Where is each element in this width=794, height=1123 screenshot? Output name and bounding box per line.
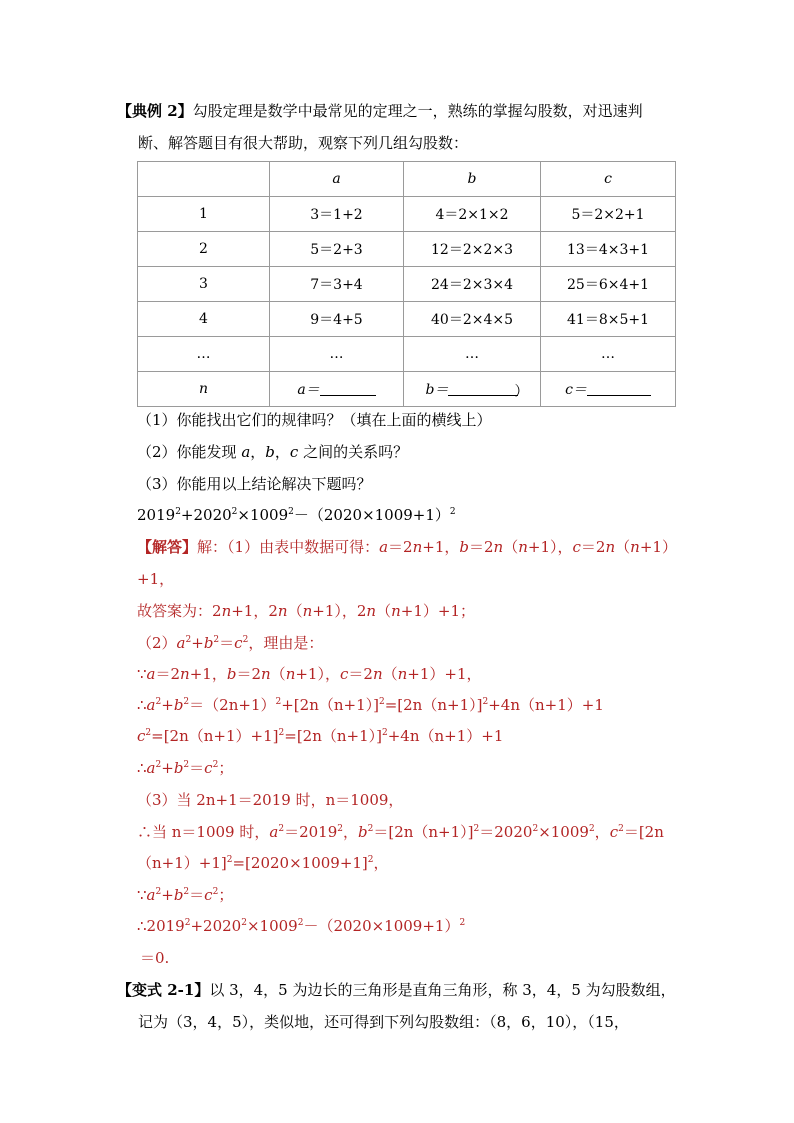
table-cell: 9＝4+5 [270, 302, 404, 337]
answer-jie: 解： [197, 538, 228, 556]
exponent: 2 [183, 697, 190, 707]
therefore-symbol: ∴ [137, 917, 147, 935]
answer-line-11: $(n+1)+1]^2=[2020\times 1009+1]^2$， [137, 854, 389, 872]
answer-line-7 [137, 726, 503, 746]
table-row [138, 232, 676, 267]
var-n: n [180, 665, 190, 683]
table-cell: … [541, 337, 676, 372]
because-symbol: ∵ [137, 886, 147, 904]
table-cell: 3 [138, 267, 270, 302]
b-equals-label: b＝ [425, 382, 449, 398]
var-b: b [226, 665, 237, 683]
expr-part: +2020 [190, 917, 242, 935]
therefore-symbol: ∴ [137, 759, 147, 777]
var-n: n [391, 602, 401, 620]
exponent: 2 [241, 918, 247, 928]
exponent: 2 [183, 760, 190, 770]
answer-text: =[2020×1009+1] [232, 854, 368, 872]
var-a: a [146, 759, 156, 777]
table-cell: 7＝3+4 [270, 267, 404, 302]
question-1: （1）你能找出它们的规律吗？（填在上面的横线上） [137, 411, 492, 429]
answer-line-12: $\because a^2+b^2=c^2$； [137, 886, 234, 904]
table-cell: 4＝2×1×2 [404, 197, 541, 232]
var-a: a [146, 665, 156, 683]
exponent: 2 [183, 887, 190, 897]
answer-tag: 【解答】 [137, 538, 198, 556]
exponent: 2 [212, 887, 219, 897]
pythagorean-table [137, 161, 676, 407]
var-b: b [173, 759, 184, 777]
exponent: 2 [145, 728, 152, 738]
therefore-symbol: ∴ [137, 696, 147, 714]
example-tag: 【典例 2】 [117, 102, 193, 120]
var-a: a [269, 823, 279, 841]
exponent: 2 [482, 697, 489, 707]
var-n: n [221, 602, 232, 620]
table-cell-c-blank [541, 372, 676, 407]
answer-text: （1）由表中数据可得： [227, 538, 380, 556]
answer-line-1: 【解答】解：（1）由表中数据可得：a＝2n+1，b＝2n（n+1），c＝2n（n+1） [137, 538, 677, 556]
var-n: n [630, 538, 640, 556]
variant-text-1: 以 3，4，5 为边长的三角形是直角三角形，称 3，4，5 为勾股数组， [209, 981, 676, 999]
table-cell: 5＝2×2+1 [541, 197, 676, 232]
exponent: 2 [231, 507, 238, 517]
answer-text: ∴当 n＝1009 时， [137, 823, 270, 841]
table-cell: 13＝4×3+1 [541, 232, 676, 267]
question-2-prefix: （2）你能发现 [137, 443, 242, 461]
exponent: 2 [175, 507, 181, 517]
table-cell: 1 [138, 197, 270, 232]
table-cell: … [270, 337, 404, 372]
table-row [138, 267, 676, 302]
exponent: 2 [278, 728, 285, 738]
b-answer-blank[interactable] [448, 381, 529, 400]
expr-part: 2019 [146, 917, 185, 935]
expr-part: 2019 [137, 506, 176, 524]
answer-line-4: $(2)a^2+b^2=c^2$，理由是： [137, 634, 324, 652]
header-cell-c: c [541, 162, 676, 197]
var-n: n [261, 665, 271, 683]
a-answer-blank[interactable] [320, 381, 376, 396]
answer-text: ×1009 [538, 823, 589, 841]
exponent: 2 [449, 507, 456, 517]
header-cell-blank [138, 162, 270, 197]
answer-text: =[2n（n+1）] [284, 727, 382, 745]
exponent: 2 [275, 697, 282, 707]
exponent: 2 [213, 635, 220, 645]
c-equals-label: c＝ [565, 382, 587, 398]
exponent: 2 [155, 887, 162, 897]
var-c: c [339, 665, 349, 683]
table-cell: … [138, 337, 270, 372]
exponent: 2 [459, 918, 466, 928]
exponent: 2 [155, 760, 162, 770]
var-c: c [204, 886, 213, 904]
answer-line-6: $\therefore a^2+b^2=(2n+1)^2+[2n(n+1)]^2=[2n(n+1)]^2+4n(n+1)+1$ [137, 696, 604, 714]
answer-line-14: ＝0. [140, 949, 170, 967]
answer-text: ＝2020 [479, 823, 533, 841]
var-n: n [285, 665, 296, 683]
exponent: 2 [618, 824, 624, 834]
table-cell-n: n [138, 372, 270, 407]
exponent: 2 [382, 728, 388, 738]
answer-text: ，理由是： [248, 634, 324, 652]
exponent: 2 [297, 918, 304, 928]
answer-text: ＝[2n（n+1）] [373, 823, 474, 841]
table-cell: 25＝6×4+1 [541, 267, 676, 302]
var-n: n [277, 602, 288, 620]
table-cell: … [404, 337, 541, 372]
example-heading [117, 101, 643, 121]
exponent: 2 [378, 697, 385, 707]
var-c: c [609, 823, 619, 841]
sep: ， [250, 443, 266, 461]
example-text-1: 勾股定理是数学中最常见的定理之一，熟练的掌握勾股数，对迅速判 [192, 102, 643, 120]
table-cell: 4 [138, 302, 270, 337]
exponent: 2 [212, 760, 219, 770]
expr-part: ×1009 [237, 506, 289, 524]
exponent: 2 [185, 635, 192, 645]
answer-line-2: +1， [137, 570, 175, 588]
answer-line-13 [137, 916, 465, 936]
var-b: b [358, 823, 368, 841]
header-cell-b: b [404, 162, 541, 197]
table-cell-b-blank [404, 372, 541, 407]
exponent: 2 [532, 824, 539, 834]
table-row [138, 197, 676, 232]
table-row-n [138, 372, 676, 407]
example-text-2: 断、解答题目有很大帮助，观察下列几组勾股数： [138, 134, 469, 152]
answer-text: （2n+1） [204, 696, 276, 714]
expr-part: －（2020×1009+1） [293, 506, 450, 524]
answer-text: +[2n（n+1）] [281, 696, 379, 714]
table-cell: 40＝2×4×5 [404, 302, 541, 337]
table-cell: 3＝1+2 [270, 197, 404, 232]
table-cell-a-blank [270, 372, 404, 407]
exponent: 2 [278, 824, 285, 834]
answer-text: =[2n（n+1）+1] [151, 727, 279, 745]
var-c: c [572, 538, 581, 556]
answer-line-3: 故答案为：2n+1，2n（n+1），2n（n+1）+1； [137, 602, 475, 620]
b-blank-paren: ） [514, 384, 529, 400]
exponent: 2 [473, 824, 480, 834]
exponent: 2 [367, 824, 374, 834]
var-n: n [302, 602, 313, 620]
table-cell: 24＝2×3×4 [404, 267, 541, 302]
var-a: a [146, 696, 156, 714]
var-b: b [173, 696, 184, 714]
because-symbol: ∵ [137, 665, 147, 683]
table-row [138, 337, 676, 372]
var-b: b [459, 538, 469, 556]
var-n: n [518, 538, 528, 556]
exponent: 2 [288, 507, 294, 517]
var-n: n [397, 665, 408, 683]
expr-part: －（2020×1009+1） [303, 917, 460, 935]
var-c: c [204, 759, 213, 777]
answer-line-9: （3）当 2n+1＝2019 时，n＝1009， [137, 791, 404, 809]
answer-line-5: ∵a＝2n+1，b＝2n（n+1），c＝2n（n+1）+1， [137, 665, 482, 683]
table-row [138, 302, 676, 337]
table-cell: 41＝8×5+1 [541, 302, 676, 337]
c-answer-blank[interactable] [587, 381, 651, 396]
answer-text: +4n（n+1）+1 [387, 727, 504, 745]
var-a: a [379, 538, 389, 556]
variant-text-2: 记为（3，4，5），类似地，还可得到下列勾股数组：（8，6，10），（15， [138, 1013, 629, 1031]
answer-text: 故答案为： [137, 602, 213, 620]
table-header-row [138, 162, 676, 197]
answer-text: ＝[2n [623, 823, 664, 841]
var-b: b [265, 443, 275, 461]
variant-heading [117, 980, 676, 1000]
question-3: （3）你能用以上结论解决下题吗？ [137, 475, 372, 493]
expr-part: ×1009 [246, 917, 298, 935]
var-b: b [173, 886, 184, 904]
exponent: 2 [242, 635, 249, 645]
exponent: 2 [367, 855, 374, 865]
answer-text: +4n（n+1）+1 [488, 696, 604, 714]
var-c: c [289, 443, 299, 461]
var-n: n [493, 538, 504, 556]
answer-text: ＝2019 [284, 823, 338, 841]
var-b: b [203, 634, 214, 652]
exponent: 2 [155, 697, 162, 707]
answer-line-8: $\therefore a^2+b^2=c^2$； [137, 759, 234, 777]
var-n: n [366, 602, 377, 620]
var-n: n [605, 538, 616, 556]
exponent: 2 [337, 824, 343, 834]
var-a: a [176, 634, 186, 652]
question-2-suffix: 之间的关系吗？ [303, 443, 409, 461]
table-cell: 5＝2+3 [270, 232, 404, 267]
a-equals-label: a＝ [297, 382, 320, 398]
var-n: n [412, 538, 423, 556]
answer-text: （n+1）+1] [137, 854, 227, 872]
question-3-expression [137, 505, 456, 525]
header-cell-a: a [270, 162, 404, 197]
answer-line-10: ∴当 n＝1009 时，$a^2=2019^2$，$b^2=[2n(n+1)]^2=2020^2\times 1009^2$，$c^2=[2n$ [137, 823, 664, 841]
exponent: 2 [184, 918, 191, 928]
var-a: a [146, 886, 156, 904]
var-n: n [372, 665, 383, 683]
expr-part: +2020 [180, 506, 232, 524]
question-2 [137, 442, 408, 462]
answer-text: =[2n（n+1）] [384, 696, 483, 714]
var-c: c [234, 634, 243, 652]
exponent: 2 [588, 824, 595, 834]
var-c: c [137, 727, 146, 745]
variant-tag: 【变式 2-1】 [117, 981, 210, 999]
exponent: 2 [226, 855, 233, 865]
var-a: a [241, 443, 251, 461]
table-cell: 12＝2×2×3 [404, 232, 541, 267]
table-cell: 2 [138, 232, 270, 267]
sep: ， [274, 443, 290, 461]
